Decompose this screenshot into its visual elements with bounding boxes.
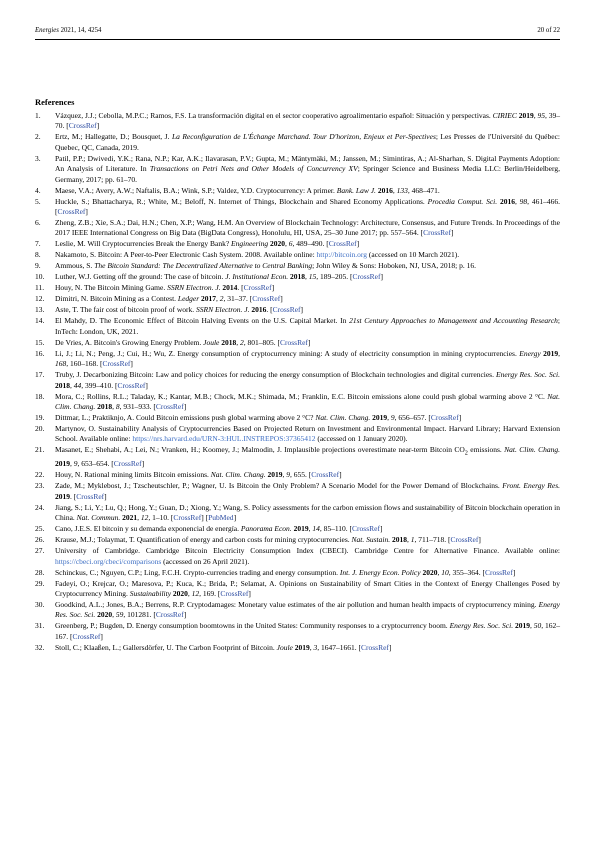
ref-source: Front. Energy Res. [502, 481, 560, 491]
ref-text: ] [100, 631, 103, 641]
ref-source: Engineering [231, 239, 269, 249]
ref-text: , 1647–1661. [ [317, 642, 361, 652]
ref-volume: 14 [312, 524, 320, 534]
ref-text: , [514, 196, 520, 206]
ref-text: , 355–364. [ [448, 567, 485, 577]
ref-text: , 31–37. [ [223, 294, 253, 304]
ref-year: 2016 [251, 305, 267, 315]
reference-item [35, 338, 560, 348]
ref-text: , [305, 272, 309, 282]
ref-text: , [137, 513, 141, 523]
reference-number: 11. [35, 283, 45, 293]
reference-item [35, 600, 560, 621]
ref-text: Dittmar, L.; Praktiknjo, A. Could Bitcoin emissions push global warming above 2 °C? [55, 413, 316, 423]
ref-text: Maese, V.A.; Avery, A.W.; Naftalis, B.A.; Wink, S.P.; Valdez, Y.D. Cryptocurrency: A primer. [55, 185, 337, 195]
reference-item [35, 524, 560, 534]
reference-number: 1. [35, 111, 41, 120]
ref-volume: 1 [410, 535, 415, 545]
ref-text: Martynov, O. Sustainability Analysis of Cryptocurrencies Based on Projected Return on Investment and Environmental Impact. Harvard Library; Harvard Extension School. Available online: [55, 424, 560, 444]
ref-text: , 655. [ [289, 470, 312, 480]
reference-item [35, 643, 560, 653]
ref-text: Aste, T. The fair cost of bitcoin proof of work. [55, 305, 197, 315]
ref-text: Zade, M.; Myklebost, J.; Tzscheutschler, P.; Wagner, U. Is Bitcoin the Only Problem? A Scenario Model for the Power Demand of Blockchains. [55, 481, 503, 491]
ref-text: ] [356, 239, 360, 249]
crossref-link[interactable]: CrossRef [72, 631, 101, 641]
reference-number: 22. [35, 470, 45, 480]
reference-number: 32. [35, 642, 45, 652]
crossref-link[interactable]: CrossRef [76, 491, 105, 501]
reference-item [35, 621, 560, 642]
ref-source: Nat. Clim. Chang. [210, 470, 266, 480]
reference-number: 18. [35, 391, 45, 401]
ref-text: Ertz, M.; Hallegatte, D.; Bousquet, J. [55, 132, 172, 142]
ref-text: ; Les Presses de l'Université du Québec: Quebec, QC, Canada, 2019. [55, 132, 560, 152]
reference-number: 10. [35, 272, 45, 282]
reference-item [35, 239, 560, 249]
ref-text: emissions. [467, 445, 505, 455]
ref-year: 2020 [422, 567, 438, 577]
journal-citation [35, 27, 101, 34]
ref-text: , [112, 402, 116, 412]
ref-volume: 44 [73, 380, 82, 390]
reference-number: 2. [35, 132, 41, 142]
ref-year: 2019 [543, 348, 559, 358]
crossref-link[interactable]: CrossRef [423, 228, 452, 238]
ref-year: 2016 [377, 185, 393, 195]
reference-number: 31. [35, 621, 45, 631]
ref-text: Luther, W.J. Getting off the ground: The case of bitcoin. [55, 272, 226, 282]
reference-number: 17. [35, 370, 45, 380]
ref-text: , [387, 413, 391, 423]
ref-source: Energy Res. Soc. Sci. [496, 370, 561, 380]
reference-number: 26. [35, 535, 45, 545]
ref-text: ; John Wiley & Sons: Hoboken, NJ, USA, 2018; p. 16. [312, 261, 477, 271]
ref-text: Fadeyi, O.; Krejcar, O.; Maresova, P.; Kuca, K.; Brida, P.; Selamat, A. Opinions on Sustainability of Smart Cities in the Context of Energy Challenges Posed by Cryptocurrency Mining. [55, 578, 560, 598]
reference-number: 12. [35, 294, 45, 304]
reference-item [35, 370, 560, 391]
ref-text: ; InTech: London, UK, 2021. [55, 316, 560, 336]
ref-text: , [308, 524, 313, 534]
reference-number: 14. [35, 316, 45, 326]
ref-volume: 12 [191, 589, 200, 598]
ref-year: 2021 [122, 513, 138, 523]
ref-text: Vázquez, J.J.; Cebolla, M.P.C.; Ramos, F.S. La transformación digital en el sector cooperativo agroalimentario español: Situación y perspectivas. [55, 111, 493, 120]
ref-text: Greenberg, P.; Bugden, D. Energy consumption boomtowns in the United States: Community responses to a cryptocurrency boom. [55, 621, 450, 631]
ref-text: Li, J.; Li, N.; Peng, J.; Cui, H.; Wu, Z. Energy consumption of cryptocurrency mining: A study of electricity consumption in mining cryptocurrencies. [55, 348, 520, 358]
ref-volume: 9 [390, 413, 395, 423]
ref-text: , [392, 185, 397, 195]
reference-item [35, 250, 560, 260]
ref-text: ] [451, 228, 454, 238]
ref-text: ] [380, 272, 383, 282]
ref-source: Nat. Clim. Chang. [504, 445, 560, 455]
reference-number: 23. [35, 481, 45, 491]
ref-text: , 468–471. [407, 185, 440, 195]
ref-year: 2018 [97, 402, 113, 412]
journal-volume-info: 2021, 14, 4254 [60, 27, 102, 34]
reference-number: 28. [35, 567, 45, 577]
reference-number: 27. [35, 546, 45, 556]
reference-item [35, 470, 560, 480]
ref-text: ] [280, 294, 283, 304]
ref-source: Transactions on Petri Nets and Other Models of Concurrency XV [149, 164, 358, 174]
ref-text: ] [141, 459, 145, 469]
reference-item [35, 132, 560, 153]
ref-text: ] [145, 380, 148, 390]
ref-source: Procedia Comput. Sci. [427, 196, 498, 206]
reference-item [35, 392, 560, 413]
ref-text: Houy, N. Rational mining limits Bitcoin emissions. [55, 470, 211, 480]
crossref-link[interactable]: CrossRef [243, 283, 272, 293]
reference-item [35, 154, 560, 185]
ref-year: 2018 [290, 272, 306, 282]
reference-item [35, 413, 560, 423]
ref-text: Goodkind, A.L.; Jones, B.A.; Berrens, R.P. Cryptodamages: Monetary value estimates of the air pollution and human health impacts of cryptocurrency mining. [55, 600, 539, 609]
ref-source: Nat. Clim. Chang. [315, 413, 371, 423]
ref-text: , [533, 111, 538, 120]
reference-number: 7. [35, 239, 41, 249]
ref-text: ] [85, 207, 88, 217]
ref-source: Bank. Law J. [336, 185, 376, 195]
ref-text: Jiang, S.; Li, Y.; Lu, Q.; Hong, Y.; Guan, D.; Xiong, Y.; Wang, S. Policy assessments for the carbon emission flows and sustainability of Bitcoin blockchain operation in China. [55, 502, 560, 523]
ref-volume: 2 [219, 294, 224, 304]
pubmed-link[interactable]: PubMed [208, 513, 234, 523]
reference-number: 25. [35, 524, 45, 534]
ref-text: ] [379, 524, 383, 534]
ref-year: 2018 [221, 337, 237, 347]
ref-year: 2019 [267, 470, 283, 480]
ref-text: Dimitri, N. Bitcoin Mining as a Contest. [55, 294, 178, 304]
running-header [35, 27, 560, 39]
reference-item [35, 294, 560, 304]
ref-volume: 10 [441, 567, 449, 577]
journal-name: Energies [35, 27, 59, 34]
crossref-link[interactable]: CrossRef [117, 380, 146, 390]
reference-number: 24. [35, 502, 45, 512]
ref-source: SSRN Electron. J. [167, 283, 221, 293]
ref-text: , 1–10. [ [148, 513, 174, 523]
reference-item [35, 316, 560, 337]
crossref-link[interactable]: CrossRef [173, 513, 202, 523]
ref-text: , [70, 459, 74, 469]
ref-text: , [529, 621, 534, 631]
ref-text: Houy, N. The Bitcoin Mining Game. [55, 283, 168, 293]
ref-volume: 95 [537, 111, 545, 120]
ref-year: 2018 [55, 380, 70, 390]
ref-source: Int. J. Energy Econ. Policy [339, 567, 421, 577]
ref-text: ] [307, 337, 311, 347]
crossref-link[interactable]: CrossRef [113, 459, 142, 469]
ref-source: Panorama Econ. [240, 524, 292, 534]
ref-source: 21st Century Approaches to Management and Accounting Research [349, 316, 558, 326]
ref-volume: 9 [73, 459, 78, 469]
ref-text: ] [458, 413, 462, 423]
ref-volume: 50 [533, 621, 542, 631]
reference-number: 6. [35, 218, 41, 228]
crossref-link[interactable]: CrossRef [352, 524, 380, 534]
ref-year: 2019 [518, 111, 534, 120]
crossref-link[interactable]: CrossRef [57, 207, 86, 217]
ref-text: , 489–490. [ [292, 239, 329, 249]
ref-text: , 461–466. [ [55, 196, 560, 217]
ref-text: , [282, 470, 287, 480]
reference-number: 4. [35, 185, 41, 195]
ref-text: Krause, M.J.; Tolaymat, T. Quantification of energy and carbon costs for mining cryptocurrencies. [55, 535, 352, 545]
ref-year: 2019 [514, 621, 530, 631]
ref-source: Energy Res. Soc. Sci. [449, 621, 514, 631]
ref-text: . [ [237, 283, 244, 293]
ref-text: , [216, 294, 220, 304]
ref-text: Ammous, S. [55, 261, 95, 271]
ref-subscript: 2 [464, 449, 468, 457]
reference-item [35, 503, 560, 524]
ref-text: , 653–654. [ [77, 459, 114, 469]
url-link[interactable]: https://cbeci.org/cbeci/comparisons [55, 556, 162, 566]
ref-text: Stoll, C.; Klaaßen, L.; Gallersdörfer, U. The Carbon Footprint of Bitcoin. [55, 642, 277, 652]
ref-text: (accessed on 26 April 2021). [161, 556, 250, 566]
ref-text: Mora, C.; Rollins, R.L.; Taladay, K.; Kantar, M.B.; Chock, M.K.; Shimada, M.; Franklin, E.C. Bitcoin emissions alone could push global warming above 2 °C. [55, 391, 548, 401]
reference-item [35, 424, 560, 445]
reference-number: 16. [35, 348, 45, 358]
ref-text: ] [388, 642, 392, 652]
references-heading: References [35, 97, 75, 107]
ref-volume: 12 [140, 513, 149, 523]
ref-source: SSRN Electron. J. [196, 305, 250, 315]
ref-text: , [70, 380, 74, 390]
ref-text: , [558, 348, 560, 358]
reference-number: 9. [35, 261, 41, 271]
ref-text: , 101281. [ [123, 610, 156, 620]
reference-item [35, 546, 560, 567]
ref-text: , [112, 610, 116, 620]
ref-source: Energy [519, 348, 541, 358]
reference-item [35, 111, 560, 132]
ref-year: 2019 [55, 459, 70, 469]
ref-volume: 133 [396, 185, 408, 195]
crossref-link[interactable]: CrossRef [220, 589, 249, 598]
ref-text: . [ [70, 491, 77, 501]
reference-list [35, 111, 560, 654]
ref-volume: 168 [55, 359, 67, 369]
ref-source: La Reconfiguration de L'Échange Marchand. Tour D'horizon, Enjeux et Per-Spectives [171, 132, 436, 142]
ref-text: , 801–805. [ [243, 337, 280, 347]
ref-text: , [309, 642, 314, 652]
ref-volume: 6 [288, 239, 293, 249]
ref-year: 2017 [201, 294, 217, 304]
ref-text: ] [ [201, 513, 209, 523]
reference-item [35, 579, 560, 600]
reference-number: 15. [35, 337, 45, 347]
ref-text: Leslie, M. Will Cryptocurrencies Break the Energy Bank? [55, 239, 232, 249]
ref-volume: 3 [313, 642, 318, 652]
reference-item [35, 568, 560, 578]
ref-volume: 98 [519, 196, 528, 206]
crossref-link[interactable]: CrossRef [155, 402, 184, 412]
reference-item [35, 197, 560, 218]
crossref-link[interactable]: CrossRef [311, 470, 340, 480]
ref-text: ] [248, 589, 251, 598]
ref-volume: 8 [115, 402, 120, 412]
ref-source: Nat. Commun. [76, 513, 121, 523]
ref-text: Masanet, E.; Shehabi, A.; Lei, N.; Vranken, H.; Koomey, J.; Malmodin, J. Implausible projections overestimate near-term Bitcoin CO [55, 445, 465, 455]
crossref-link[interactable]: CrossRef [68, 121, 97, 131]
ref-text: , 85–110. [ [319, 524, 353, 534]
ref-source: The Bitcoin Standard: The Decentralized Alternative to Central Banking [94, 261, 313, 271]
ref-year: 2019 [294, 642, 310, 652]
ref-text: , 160–168. [ [66, 359, 103, 369]
page-number: 20 of 22 [537, 27, 560, 34]
ref-text: , 399–410. [ [81, 380, 118, 390]
ref-text: De Vries, A. Bitcoin's Growing Energy Problem. [55, 337, 204, 347]
reference-item [35, 349, 560, 370]
ref-text: , 189–205. [ [316, 272, 353, 282]
ref-source: J. Institutional Econ. [225, 272, 289, 282]
ref-text: Schinckus, C.; Nguyen, C.P.; Ling, F.C.H. Crypto-currencies trading and energy consumption. [55, 567, 340, 577]
url-link[interactable]: https://nrs.harvard.edu/URN-3:HUL.INSTREPOS:37365412 [132, 434, 316, 444]
crossref-link[interactable]: CrossRef [328, 239, 357, 249]
ref-source: Nat. Clim. Chang. [55, 391, 560, 412]
ref-text: , 162–167. [ [55, 621, 561, 641]
ref-text: (accessed on 1 January 2020). [315, 434, 408, 444]
crossref-link[interactable]: CrossRef [450, 535, 479, 545]
ref-text: ] [183, 610, 187, 620]
ref-text: Nakamoto, S. Bitcoin: A Peer-to-Peer Electronic Cash System. 2008. Available online: [55, 250, 317, 260]
reference-item [35, 535, 560, 545]
ref-year: 2018 [391, 535, 407, 545]
ref-text: , [437, 567, 442, 577]
ref-text: ] [96, 121, 100, 131]
ref-year: 2019 [293, 524, 309, 534]
crossref-link[interactable]: CrossRef [272, 305, 301, 315]
ref-text: , 169. [ [199, 589, 221, 598]
reference-number: 3. [35, 153, 41, 163]
ref-source: Sustainability [129, 589, 172, 598]
crossref-link[interactable]: CrossRef [102, 359, 131, 369]
ref-text: ] [130, 359, 133, 369]
reference-number: 21. [35, 445, 45, 455]
reference-number: 8. [35, 250, 41, 260]
reference-item [35, 283, 560, 293]
ref-text: , 931–933. [ [119, 402, 156, 412]
reference-number: 30. [35, 600, 45, 609]
reference-number: 29. [35, 578, 45, 588]
reference-number: 13. [35, 305, 45, 315]
ref-text: , 656–657. [ [394, 413, 431, 423]
reference-item [35, 272, 560, 282]
ref-text: Zheng, Z.B.; Xie, S.A.; Dai, H.N.; Chen, X.P.; Wang, H.M. An Overview of Blockchain Technology: Architecture, Consensus, and Future Trends. In Proceedings of the 2017 IEEE International Congress on Big Data (BigData Congress), Honolulu, HI, USA, 25–30 June 2017; pp. 557–564. [ [55, 218, 560, 238]
ref-text: , 39–70. [ [55, 111, 561, 131]
url-link[interactable]: http://bitcoin.org [316, 250, 368, 260]
ref-text: Patil, P.P.; Dwivedi, Y.K.; Rana, N.P.; Kar, A.K.; Ilavarasan, P.V.; Gupta, M.; Mäntymäki, M.; Janssen, M.; Simintiras, A.; Al-Sharhan, S. Digital Payments Adoption: An Analysis of Literature. In [55, 153, 560, 174]
crossref-link[interactable]: CrossRef [360, 642, 389, 652]
ref-text: ; Springer Science and Business Media LLC: Berlin/Heidelberg, Germany, 2017; pp. 61–70. [55, 164, 560, 184]
reference-item [35, 305, 560, 315]
ref-text: , [406, 535, 411, 545]
ref-source: Nat. Sustain. [351, 535, 391, 545]
ref-source: Ledger [177, 294, 200, 304]
ref-text: . [ [266, 305, 273, 315]
ref-text: Truby, J. Decarbonizing Bitcoin: Law and policy choices for reducing the energy consumption of Blockchain technologies and digital currencies. [55, 370, 497, 380]
ref-text: , [187, 589, 192, 598]
ref-source: Joule [203, 337, 220, 347]
reference-item [35, 261, 560, 271]
ref-source: Joule [276, 642, 293, 652]
ref-year: 2020 [97, 610, 113, 620]
reference-number: 5. [35, 196, 41, 206]
ref-text: ] [512, 567, 516, 577]
crossref-link[interactable]: CrossRef [252, 294, 281, 304]
crossref-link[interactable]: CrossRef [484, 567, 513, 577]
ref-volume: 2 [240, 337, 244, 347]
ref-text: Huckle, S.; Bhattacharya, R.; White, M.; Beloff, N. Internet of Things, Blockchain and Shared Economy Applications. [55, 196, 428, 206]
ref-text: University of Cambridge. Cambridge Bitcoin Electricity Consumption Index (CBECI). Cambridge Centre for Alternative Finance. Available online: [55, 546, 560, 556]
reference-item [35, 481, 560, 502]
ref-year: 2020 [270, 239, 285, 249]
ref-year: 2020 [172, 589, 188, 598]
crossref-link[interactable]: CrossRef [155, 610, 184, 620]
ref-text: , [285, 239, 289, 249]
ref-text: ] [339, 470, 342, 480]
ref-text: ] [300, 305, 304, 315]
ref-year: 2019 [55, 491, 70, 501]
reference-item [35, 186, 560, 196]
ref-text: ] [183, 402, 187, 412]
crossref-link[interactable]: CrossRef [430, 413, 459, 423]
ref-source: Energy Res. Soc. Sci. [55, 600, 560, 620]
header-rule [35, 39, 560, 40]
ref-volume: 9 [286, 470, 290, 480]
ref-text: ] [233, 513, 237, 523]
ref-volume: 15 [308, 272, 317, 282]
ref-source: CIRIEC [492, 111, 517, 120]
reference-item [35, 445, 560, 469]
reference-item [35, 218, 560, 239]
ref-year: 2016 [499, 196, 515, 206]
reference-number: 20. [35, 424, 45, 434]
ref-text: , [236, 337, 240, 347]
ref-text: , 711–718. [ [414, 535, 451, 545]
ref-text: (accessed on 10 March 2021). [367, 250, 460, 260]
ref-volume: 59 [115, 610, 124, 620]
ref-year: 2019 [372, 413, 388, 423]
crossref-link[interactable]: CrossRef [352, 272, 381, 282]
ref-text: ] [478, 535, 481, 545]
reference-number: 19. [35, 413, 45, 423]
crossref-link[interactable]: CrossRef [280, 337, 308, 347]
ref-text: ] [271, 283, 275, 293]
ref-text: El Mahdy, D. The Economic Effect of Bitcoin Halving Events on the U.S. Capital Market. In [55, 316, 350, 326]
ref-text: Cano, J.E.S. El bitcoin y su demanda exponencial de energía. [55, 524, 241, 534]
ref-year: 2014 [222, 283, 238, 293]
ref-text: ] [104, 491, 107, 501]
